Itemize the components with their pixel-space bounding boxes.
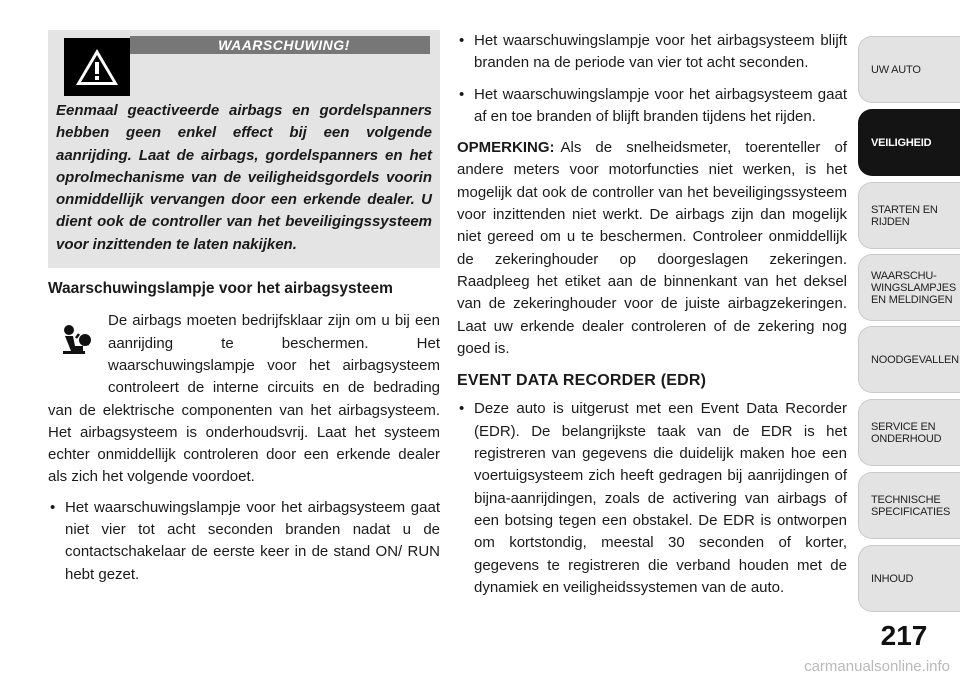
tab-veiligheid[interactable]: VEILIGHEID [858,109,960,176]
list-item: • Deze auto is uitgerust met een Event Data Recorder (EDR). De belangrijkste taak van de EDR is het registreren van gegevens die duidelijk maken hoe een voertuigsysteem zich heeft gedragen bij aanrijdingen of bijna-aanrijdingen, zoals de activering van airbags of een botsing tegen een obstakel. De EDR is ontworpen om kortstondig, meestal 30 seconden of korter, gegevens te registreren die verband houden met de dynamiek en veiligheidssystemen van de auto. [457,398,847,599]
warning-box [48,30,440,268]
tab-noodgevallen[interactable]: NOODGEVALLEN [858,326,960,393]
tab-service-en-onderhoud[interactable]: SERVICE EN ONDERHOUD [858,399,960,466]
page-number: 217 [880,620,928,651]
list-item: • Het waarschuwingslampje voor het airbagsysteem gaat af en toe branden of blijft branden tijdens het rijden. [457,84,847,129]
left-column [48,30,440,586]
chapter-tabs [858,0,960,678]
left-bullet-list [48,497,440,586]
tab-starten-en-rijden[interactable]: STARTEN EN RIJDEN [858,182,960,249]
note-label: OPMERKING: [457,139,555,157]
list-item: • Het waarschuwingslampje voor het airbagsysteem blijft branden na de periode van vier tot acht seconden. [457,30,847,75]
note-paragraph [457,137,847,360]
airbag-paragraph: De airbags moeten bedrijfsklaar zijn om u bij een aanrijding te beschermen. Het waarschuwingslampje voor het airbagsysteem controleert de interne circuits en de bedrading van de elektrische componenten van het airbagsysteem. Het airbagsysteem is onderhoudsvrij. Laat het systeem echter onmiddellijk controleren door een erkende dealer als zich het volgende voordoet. [48,312,440,486]
warning-text: Eenmaal geactiveerde airbags en gordelspanners hebben geen enkel effect bij een volgende aanrijding. Laat de airbags, gordelspanners en het oprolmechanisme van de veiligheidsgordels voorin onmiddellijk vervangen door een erkende dealer. U dient ook de controller van het beveiligingssysteem voor inzittenden te laten nakijken. [56,102,432,253]
warning-triangle-icon [64,38,130,96]
edr-heading: EVENT DATA RECORDER (EDR) [457,372,707,390]
airbag-paragraph-block [48,310,440,488]
edr-bullet-list [457,398,847,599]
airbag-light-heading: Waarschuwingslampje voor het airbagsysteem [48,280,393,298]
note-text: Als de snelheidsmeter, toerenteller of andere meters voor motorfuncties niet werken, is het mogelijk dat ook de controller van het beveiligingssysteem voor inzittenden niet werkt. De airbags zijn dan mogelijk niet gereed om u te beschermen. Controleer onmiddellijk de zekeringhouder op doorgeslagen zekeringen. Raadpleeg het etiket aan de binnenkant van het deksel van de zekeringhouder voor de juiste airbagzekeringen. Laat uw erkende dealer controleren of de zekering nog goed is. [457,139,847,357]
tab-inhoud[interactable]: INHOUD [858,545,960,612]
right-bullet-list [457,30,847,128]
tab-waarschuwingslampjes[interactable]: WAARSCHU- WINGSLAMPJES EN MELDINGEN [858,254,960,321]
list-item: • Het waarschuwingslampje voor het airbagsysteem gaat niet vier tot acht seconden branden nadat u de contactschakelaar de eerste keer in de stand ON/ RUN hebt gezet. [48,497,440,586]
right-column [457,30,847,599]
airbag-warning-icon [48,310,108,398]
warning-label: WAARSCHUWING! [130,36,430,54]
tab-technische-specificaties[interactable]: TECHNISCHE SPECIFICATIES [858,472,960,539]
watermark: carmanualsonline.info [804,658,950,675]
tab-uw-auto[interactable]: UW AUTO [858,36,960,103]
